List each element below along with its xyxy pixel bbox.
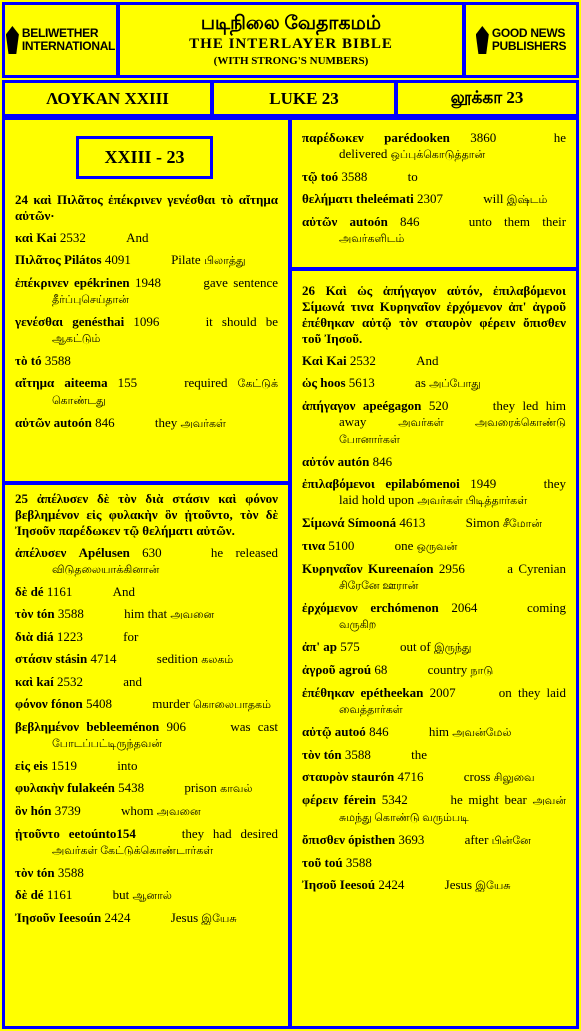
- interlinear-entry: [15, 629, 278, 645]
- greek-word: στάσιν: [15, 651, 53, 666]
- english-gloss: they had desired: [181, 826, 278, 841]
- tamil-gloss: கேட்டுக் கொண்டது: [52, 378, 279, 407]
- transliteration: hón: [30, 803, 52, 818]
- strongs-number: 3588: [57, 865, 84, 880]
- transliteration: Kureenaíon: [367, 561, 434, 576]
- right-panel-top: [289, 117, 579, 270]
- verse-text: 24 καὶ Πιλᾶτος ἐπέκρινεν γενέσθαι τὸ αἴτημα αὐτῶν·: [15, 192, 278, 223]
- transliteration: agroú: [338, 662, 372, 677]
- transliteration: tón: [323, 747, 342, 762]
- greek-word: αὐτῶν: [15, 415, 51, 430]
- title-subtitle: (WITH STRONG'S NUMBERS): [213, 54, 369, 67]
- interlinear-entry: [15, 606, 278, 623]
- strongs-number: 1949: [470, 476, 497, 491]
- strongs-number: 1096: [133, 314, 160, 329]
- transliteration: parédooken: [384, 130, 450, 145]
- english-gloss: out of: [399, 639, 431, 654]
- tamil-gloss: பிலாத்து: [203, 255, 246, 267]
- greek-word: δὲ: [15, 584, 28, 599]
- greek-word: διὰ: [15, 629, 34, 644]
- greek-word: βεβλημένον: [15, 719, 80, 734]
- english-gloss: And: [112, 584, 135, 599]
- interlinear-entry: [15, 780, 278, 797]
- tamil-gloss: ஒப்புக்கொடுத்தான்: [390, 149, 486, 161]
- transliteration: eetoúnto154: [68, 826, 136, 841]
- strongs-number: 2532: [349, 353, 376, 368]
- english-gloss: Jesus: [444, 877, 473, 892]
- english-gloss: And: [126, 230, 149, 245]
- greek-word: παρέδωκεν: [302, 130, 364, 145]
- english-gloss: and: [123, 674, 143, 689]
- strongs-number: 3588: [344, 747, 371, 762]
- transliteration: ap: [323, 639, 337, 654]
- strongs-number: 4091: [104, 252, 131, 267]
- strongs-number: 5408: [86, 696, 113, 711]
- interlinear-entry: [302, 769, 566, 786]
- strongs-number: 1161: [46, 887, 73, 902]
- greek-word: τοῦ: [302, 855, 322, 870]
- transliteration: toú: [324, 855, 343, 870]
- interlinear-entry: [302, 747, 566, 763]
- tamil-gloss: அவனை: [156, 806, 201, 818]
- greek-word: δὲ: [15, 887, 28, 902]
- greek-word: Ἰησοῦ: [302, 877, 337, 892]
- transliteration: erchómenon: [370, 600, 439, 615]
- interlinear-entry: [302, 130, 566, 163]
- interlinear-entry: [15, 826, 278, 859]
- interlinear-entry: [302, 685, 566, 718]
- interlinear-entry: [302, 353, 566, 369]
- tamil-gloss: கொலைபாதகம்: [193, 699, 271, 711]
- transliteration: dé: [30, 584, 44, 599]
- strongs-number: 3588: [341, 169, 368, 184]
- interlinear-entry: [302, 398, 566, 448]
- transliteration: stásin: [55, 651, 88, 666]
- english-gloss: the: [411, 747, 428, 762]
- transliteration: epékrinen: [73, 275, 130, 290]
- english-gloss: a Cyrenian: [507, 561, 567, 576]
- logo-right-line1: GOOD NEWS: [491, 26, 566, 40]
- transliteration: fulakeén: [67, 780, 115, 795]
- transliteration: tón: [36, 606, 55, 621]
- tamil-gloss: போடப்பட்டிருந்தவன்: [52, 738, 162, 750]
- english-gloss: will: [483, 191, 504, 206]
- interlinear-entry: [15, 651, 278, 668]
- interlinear-entry: [302, 877, 566, 894]
- greek-word: εἰς: [15, 758, 31, 773]
- english-gloss: it should be: [205, 314, 279, 329]
- greek-word: σταυρὸν: [302, 769, 349, 784]
- tamil-gloss: ஆனால்: [132, 890, 172, 902]
- english-gloss: him: [428, 724, 450, 739]
- tamil-gloss: இருந்து: [433, 642, 472, 654]
- right-panel-verse26: [289, 268, 579, 1029]
- tamil-gloss: அவர்கள் அவரைக்கொண்டு போனார்கள்: [339, 417, 566, 446]
- greek-word: ἀπέλυσεν: [15, 545, 67, 560]
- strongs-number: 846: [372, 454, 393, 469]
- title-english: THE INTERLAYER BIBLE: [189, 35, 393, 52]
- tamil-gloss: அவர்கள் பிடித்தார்கள்: [417, 495, 528, 507]
- interlinear-entry: [302, 561, 566, 594]
- greek-word: Κυρηναῖον: [302, 561, 363, 576]
- greek-word: θελήματι: [302, 191, 353, 206]
- transliteration: ópisthen: [348, 832, 396, 847]
- transliteration: autoó: [334, 724, 366, 739]
- strongs-number: 155: [117, 375, 138, 390]
- interlinear-entry: [15, 545, 278, 578]
- transliteration: apeégagon: [362, 398, 422, 413]
- tamil-gloss: அவன்மேல்: [452, 727, 512, 739]
- strongs-number: 2956: [438, 561, 465, 576]
- transliteration: fónon: [50, 696, 83, 711]
- greek-word: ὡς: [302, 375, 317, 390]
- english-gloss: cross: [463, 769, 491, 784]
- english-gloss: Jesus: [170, 910, 199, 925]
- interlinear-entry: [302, 191, 566, 208]
- greek-word: Ἰησοῦν: [15, 910, 56, 925]
- publisher-logo-left: [2, 2, 119, 78]
- strongs-number: 3739: [54, 803, 81, 818]
- strongs-number: 1223: [56, 629, 83, 644]
- strongs-number: 630: [142, 545, 162, 560]
- tamil-gloss: ஒருவன்: [416, 541, 458, 553]
- transliteration: aiteema: [64, 375, 108, 390]
- transliteration: autoón: [53, 415, 92, 430]
- interlinear-entry: [302, 375, 566, 392]
- strongs-number: 2532: [56, 674, 83, 689]
- transliteration: staurón: [351, 769, 395, 784]
- verse26-column: [292, 279, 576, 900]
- strongs-number: 2007: [429, 685, 456, 700]
- strongs-number: 575: [340, 639, 360, 654]
- english-gloss: one: [394, 538, 414, 553]
- strongs-number: 4714: [90, 651, 117, 666]
- transliteration: genésthai: [72, 314, 125, 329]
- greek-word: Σίμωνά: [302, 515, 345, 530]
- english-gloss: gave sentence: [203, 275, 279, 290]
- interlinear-entry: [302, 855, 566, 871]
- book-greek-header: ΛΟΥΚΑΝ XXIII: [2, 80, 213, 117]
- greek-word: τὸν: [15, 865, 34, 880]
- tamil-gloss: நாடு: [470, 665, 494, 677]
- interlinear-entry: [302, 832, 566, 849]
- transliteration: kaí: [36, 674, 54, 689]
- verse-text: 25 ἀπέλυσεν δὲ τὸν διὰ στάσιν καὶ φόνον βεβλημένον εἰς φυλακὴν ὃν ᾐτοῦντο, τὸν δὲ Ἰησοῦν παρέδωκεν τῷ θελήματι αὐτῶν.: [15, 491, 278, 538]
- english-gloss: unto them their: [468, 214, 567, 229]
- tamil-gloss: விடுதலையாக்கினான்: [52, 564, 160, 576]
- english-gloss: they: [154, 415, 178, 430]
- greek-word: γενέσθαι: [15, 314, 64, 329]
- tamil-gloss: வருகிற: [339, 619, 377, 631]
- strongs-number: 2424: [378, 877, 405, 892]
- greek-word: αὐτῶν: [302, 214, 338, 229]
- greek-word: φέρειν: [302, 792, 339, 807]
- tamil-gloss: அப்போது: [429, 378, 481, 390]
- tamil-gloss: சிலுவை: [493, 772, 535, 784]
- interlinear-entry: [302, 476, 566, 509]
- english-gloss: for: [123, 629, 139, 644]
- interlinear-entry: [15, 584, 278, 600]
- interlinear-entry: [15, 275, 278, 308]
- book-tamil-header: லூக்கா 23: [395, 80, 579, 117]
- greek-word: ἀπ': [302, 639, 320, 654]
- strongs-number: 906: [166, 719, 187, 734]
- transliteration: Ieesoún: [58, 910, 102, 925]
- strongs-number: 1519: [51, 758, 78, 773]
- transliteration: férein: [343, 792, 376, 807]
- interlinear-entry: [15, 758, 278, 774]
- english-gloss: into: [117, 758, 138, 773]
- transliteration: theleémati: [356, 191, 414, 206]
- strongs-number: 846: [400, 214, 420, 229]
- greek-word: ἐρχόμενον: [302, 600, 358, 615]
- strongs-number: 846: [95, 415, 115, 430]
- greek-word: Καὶ: [302, 353, 324, 368]
- english-gloss: but: [112, 887, 130, 902]
- greek-word: ἀπήγαγον: [302, 398, 356, 413]
- tamil-gloss: தீர்ப்புசெய்தான்: [52, 294, 129, 306]
- transliteration: toó: [320, 169, 339, 184]
- english-gloss: him that: [124, 606, 168, 621]
- transliteration: Pilátos: [64, 252, 102, 267]
- english-gloss: sedition: [156, 651, 198, 666]
- transliteration: tón: [36, 865, 55, 880]
- strongs-number: 5342: [381, 792, 408, 807]
- strongs-number: 3588: [57, 606, 84, 621]
- strongs-number: 3588: [345, 855, 372, 870]
- english-gloss: was cast: [230, 719, 279, 734]
- greek-word: αἴτημα: [15, 375, 55, 390]
- greek-word: φυλακὴν: [15, 780, 64, 795]
- transliteration: Símooná: [347, 515, 397, 530]
- english-gloss: he released: [210, 545, 279, 560]
- greek-word: φόνον: [15, 696, 48, 711]
- logo-left-line2: INTERNATIONAL: [21, 39, 116, 53]
- strongs-number: 2424: [104, 910, 131, 925]
- greek-word: αὐτόν: [302, 454, 335, 469]
- transliteration: dé: [30, 887, 44, 902]
- title-tamil: படிநிலை வேதாகமம்: [200, 12, 382, 34]
- transliteration: autón: [337, 454, 370, 469]
- greek-word: καὶ: [15, 674, 34, 689]
- interlinear-entry: [15, 353, 278, 369]
- greek-word: τὸν: [15, 606, 34, 621]
- transliteration: Apélusen: [78, 545, 130, 560]
- english-gloss: to: [407, 169, 418, 184]
- greek-word: Πιλᾶτος: [15, 252, 61, 267]
- strongs-number: 68: [374, 662, 388, 677]
- interlinear-entry: [302, 169, 566, 185]
- interlinear-entry: [15, 865, 278, 881]
- transliteration: Ieesoú: [339, 877, 376, 892]
- greek-word: ἐπιλαβόμενοι: [302, 476, 375, 491]
- interlinear-entry: [302, 639, 566, 656]
- strongs-number: 2532: [59, 230, 86, 245]
- interlinear-entry: [302, 454, 566, 470]
- strongs-number: 1161: [46, 584, 73, 599]
- greek-word: ὄπισθεν: [302, 832, 345, 847]
- interlinear-entry: [302, 214, 566, 247]
- tamil-gloss: இயேசு: [475, 880, 511, 892]
- good-news-logo-icon: [476, 26, 489, 54]
- interlinear-entry: [15, 719, 278, 752]
- title-block: [117, 2, 465, 78]
- book-english-header: LUKE 23: [211, 80, 397, 117]
- tamil-gloss: வைத்தார்கள்: [339, 704, 403, 716]
- tamil-gloss: அவர்கள் கேட்டுக்கொண்டார்கள்: [52, 845, 214, 857]
- tamil-gloss: சிரேனே ஊரான்: [339, 580, 419, 592]
- interlinear-entry: [15, 910, 278, 927]
- strongs-number: 5438: [118, 780, 145, 795]
- greek-word: τὸ: [15, 353, 28, 368]
- english-gloss: on they laid: [498, 685, 567, 700]
- english-gloss: after: [464, 832, 489, 847]
- transliteration: autoón: [349, 214, 388, 229]
- english-gloss: country: [427, 662, 468, 677]
- greek-word: ἐπέκρινεν: [15, 275, 69, 290]
- tamil-gloss: அவன் சுமந்து கொண்டு வரும்படி: [339, 795, 566, 824]
- greek-word: ἐπέθηκαν: [302, 685, 355, 700]
- english-gloss: he delivered: [339, 130, 566, 161]
- transliteration: eis: [33, 758, 48, 773]
- english-gloss: coming: [527, 600, 567, 615]
- tamil-gloss: சீமோன்: [502, 518, 543, 530]
- transliteration: Kai: [326, 353, 347, 368]
- verse24-column: [5, 188, 288, 438]
- greek-word: ᾐτοῦντο: [15, 826, 60, 841]
- english-gloss: prison: [184, 780, 217, 795]
- verse-text: 26 Καὶ ὡς ἀπήγαγον αὐτόν, ἐπιλαβόμενοι Σίμωνά τινα Κυρηναῖον ἐρχόμενον ἀπ' ἀγροῦ ἐπέθηκαν αὐτῷ τὸν σταυρὸν φέρειν ὄπισθεν τοῦ Ἰησοῦ.: [302, 283, 566, 346]
- strongs-number: 5613: [348, 375, 375, 390]
- tamil-gloss: கலகம்: [201, 654, 234, 666]
- transliteration: tó: [30, 353, 42, 368]
- interlinear-entry: [15, 314, 278, 347]
- english-gloss: murder: [152, 696, 190, 711]
- tamil-gloss: காவல்: [220, 783, 253, 795]
- english-gloss: Pilate: [171, 252, 201, 267]
- verse25-column: [5, 487, 288, 933]
- interlinear-entry: [15, 674, 278, 690]
- transliteration: Kai: [36, 230, 57, 245]
- bellwether-logo-icon: [6, 26, 19, 54]
- strongs-number: 520: [428, 398, 449, 413]
- interlinear-entry: [302, 662, 566, 679]
- transliteration: diá: [36, 629, 54, 644]
- strongs-number: 846: [369, 724, 389, 739]
- interlinear-entry: [15, 887, 278, 904]
- interlinear-entry: [302, 792, 566, 826]
- tamil-gloss: அவர்களிடம்: [339, 233, 405, 245]
- logo-left-line1: BELIWETHER: [21, 26, 99, 40]
- transliteration: hoos: [320, 375, 346, 390]
- interlinear-entry: [15, 375, 278, 409]
- english-gloss: And: [416, 353, 439, 368]
- interlinear-entry: [15, 803, 278, 820]
- strongs-number: 4613: [399, 515, 426, 530]
- english-gloss: he might bear: [450, 792, 527, 807]
- interlinear-entry: [302, 515, 566, 532]
- english-gloss: required: [184, 375, 228, 390]
- transliteration: epilabómenoi: [385, 476, 460, 491]
- english-gloss: whom: [121, 803, 154, 818]
- tamil-gloss: இயேசு: [201, 913, 237, 925]
- strongs-number: 5100: [328, 538, 355, 553]
- logo-right-line2: PUBLISHERS: [491, 39, 567, 53]
- english-gloss: they led him away: [339, 398, 567, 429]
- interlinear-entry: [15, 252, 278, 269]
- greek-word: καὶ: [15, 230, 34, 245]
- strongs-number: 3588: [44, 353, 71, 368]
- greek-word: αὐτῷ: [302, 724, 332, 739]
- interlinear-entry: [15, 415, 278, 432]
- tamil-gloss: ஆகட்டும்: [52, 333, 101, 345]
- english-gloss: Simon: [465, 515, 500, 530]
- left-panel-verse25: [2, 482, 291, 1029]
- interlinear-entry: [302, 600, 566, 633]
- strongs-number: 2064: [451, 600, 478, 615]
- right-top-column: [292, 126, 576, 253]
- greek-word: τινα: [302, 538, 326, 553]
- greek-word: τὸν: [302, 747, 321, 762]
- interlinear-entry: [302, 724, 566, 741]
- tamil-gloss: அவனை: [170, 609, 215, 621]
- publisher-logo-right: [463, 2, 579, 78]
- interlinear-entry: [15, 230, 278, 246]
- strongs-number: 3860: [470, 130, 497, 145]
- transliteration: bebleeménon: [86, 719, 160, 734]
- transliteration: epétheekan: [360, 685, 424, 700]
- greek-word: ὃν: [15, 803, 28, 818]
- greek-word: ἀγροῦ: [302, 662, 336, 677]
- interlinear-entry: [302, 538, 566, 555]
- chapter-label: XXIII - 23: [76, 136, 213, 179]
- strongs-number: 3693: [398, 832, 425, 847]
- greek-word: τῷ: [302, 169, 318, 184]
- tamil-gloss: அவர்கள்: [180, 418, 226, 430]
- tamil-gloss: இஷ்டம்: [506, 194, 548, 206]
- tamil-gloss: பின்னே: [491, 835, 531, 847]
- strongs-number: 2307: [417, 191, 444, 206]
- strongs-number: 1948: [134, 275, 161, 290]
- english-gloss: they laid hold upon: [339, 476, 567, 507]
- interlinear-entry: [15, 696, 278, 713]
- english-gloss: as: [415, 375, 426, 390]
- strongs-number: 4716: [397, 769, 424, 784]
- left-panel-verse24: [2, 117, 291, 484]
